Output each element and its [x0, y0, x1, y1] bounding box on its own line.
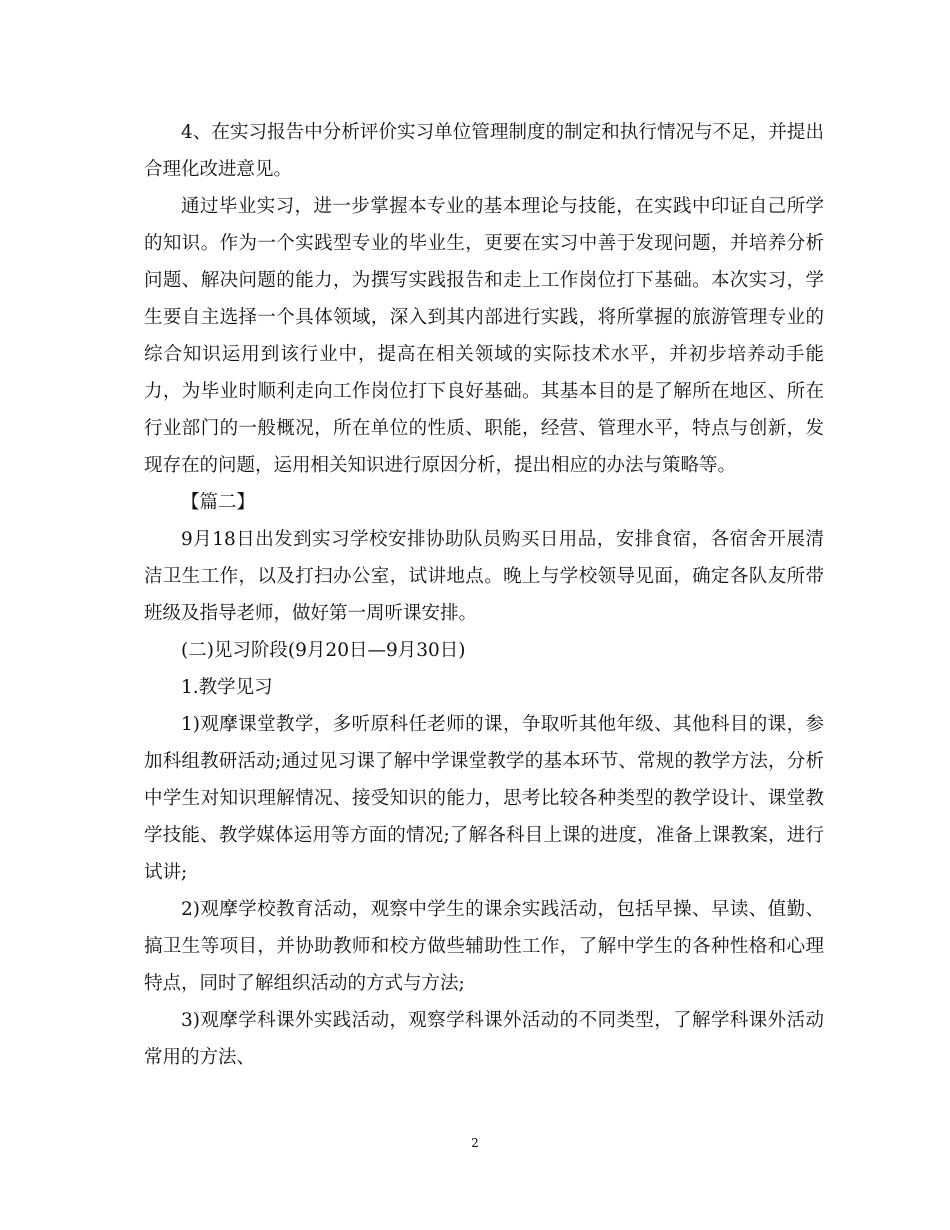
subheading-teaching-observation: 1.教学见习 [181, 677, 273, 698]
list-item-classroom-observation: 1)观摩课堂教学，多听原科任老师的课，争取听其他年级、其他科目的课，参加科组教研活动;通过见习课了解中学课堂教学的基本环节、常规的教学方法，分析中学生对知识理解情况、接受知识的能力，思考比较各种类型的教学设计、课堂教学技能、教学媒体运用等方面的情况;了解各科目上课的进度，准备上课教案，进行试讲; [144, 714, 824, 883]
list-item-school-activities: 2)观摩学校教育活动，观察中学生的课余实践活动，包括早操、早读、值勤、搞卫生等项目，并协助教师和校方做些辅助性工作，了解中学生的各种性格和心理特点，同时了解组织活动的方式与方法; [144, 899, 824, 994]
document-body [144, 114, 824, 1076]
section-heading-part-two: 【篇二】 [181, 492, 256, 513]
list-item-extracurricular: 3)观摩学科课外实践活动，观察学科课外活动的不同类型，了解学科课外活动常用的方法、 [144, 1010, 824, 1068]
paragraph-item-4: 4、在实习报告中分析评价实习单位管理制度的制定和执行情况与不足，并提出合理化改进意见。 [144, 122, 824, 180]
subheading-observation-stage: (二)见习阶段(9月20日—9月30日) [181, 640, 466, 661]
paragraph-internship-purpose: 通过毕业实习，进一步掌握本专业的基本理论与技能，在实践中印证自己所学的知识。作为一个实践型专业的毕业生，更要在实习中善于发现问题，并培养分析问题、解决问题的能力，为撰写实践报告和走上工作岗位打下基础。本次实习，学生要自主选择一个具体领域，深入到其内部进行实践，将所掌握的旅游管理专业的综合知识运用到该行业中，提高在相关领域的实际技术水平，并初步培养动手能力，为毕业时顺利走向工作岗位打下良好基础。其基本目的是了解所在地区、所在行业部门的一般概况，所在单位的性质、职能，经营、管理水平，特点与创新，发现存在的问题，运用相关知识进行原因分析，提出相应的办法与策略等。 [144, 196, 824, 476]
page-number: 2 [471, 1136, 479, 1150]
paragraph-arrival-arrangements: 9月18日出发到实习学校安排协助队员购买日用品，安排食宿，各宿舍开展清洁卫生工作，以及打扫办公室，试讲地点。晚上与学校领导见面，确定各队友所带班级及指导老师，做好第一周听课安排。 [144, 529, 824, 624]
